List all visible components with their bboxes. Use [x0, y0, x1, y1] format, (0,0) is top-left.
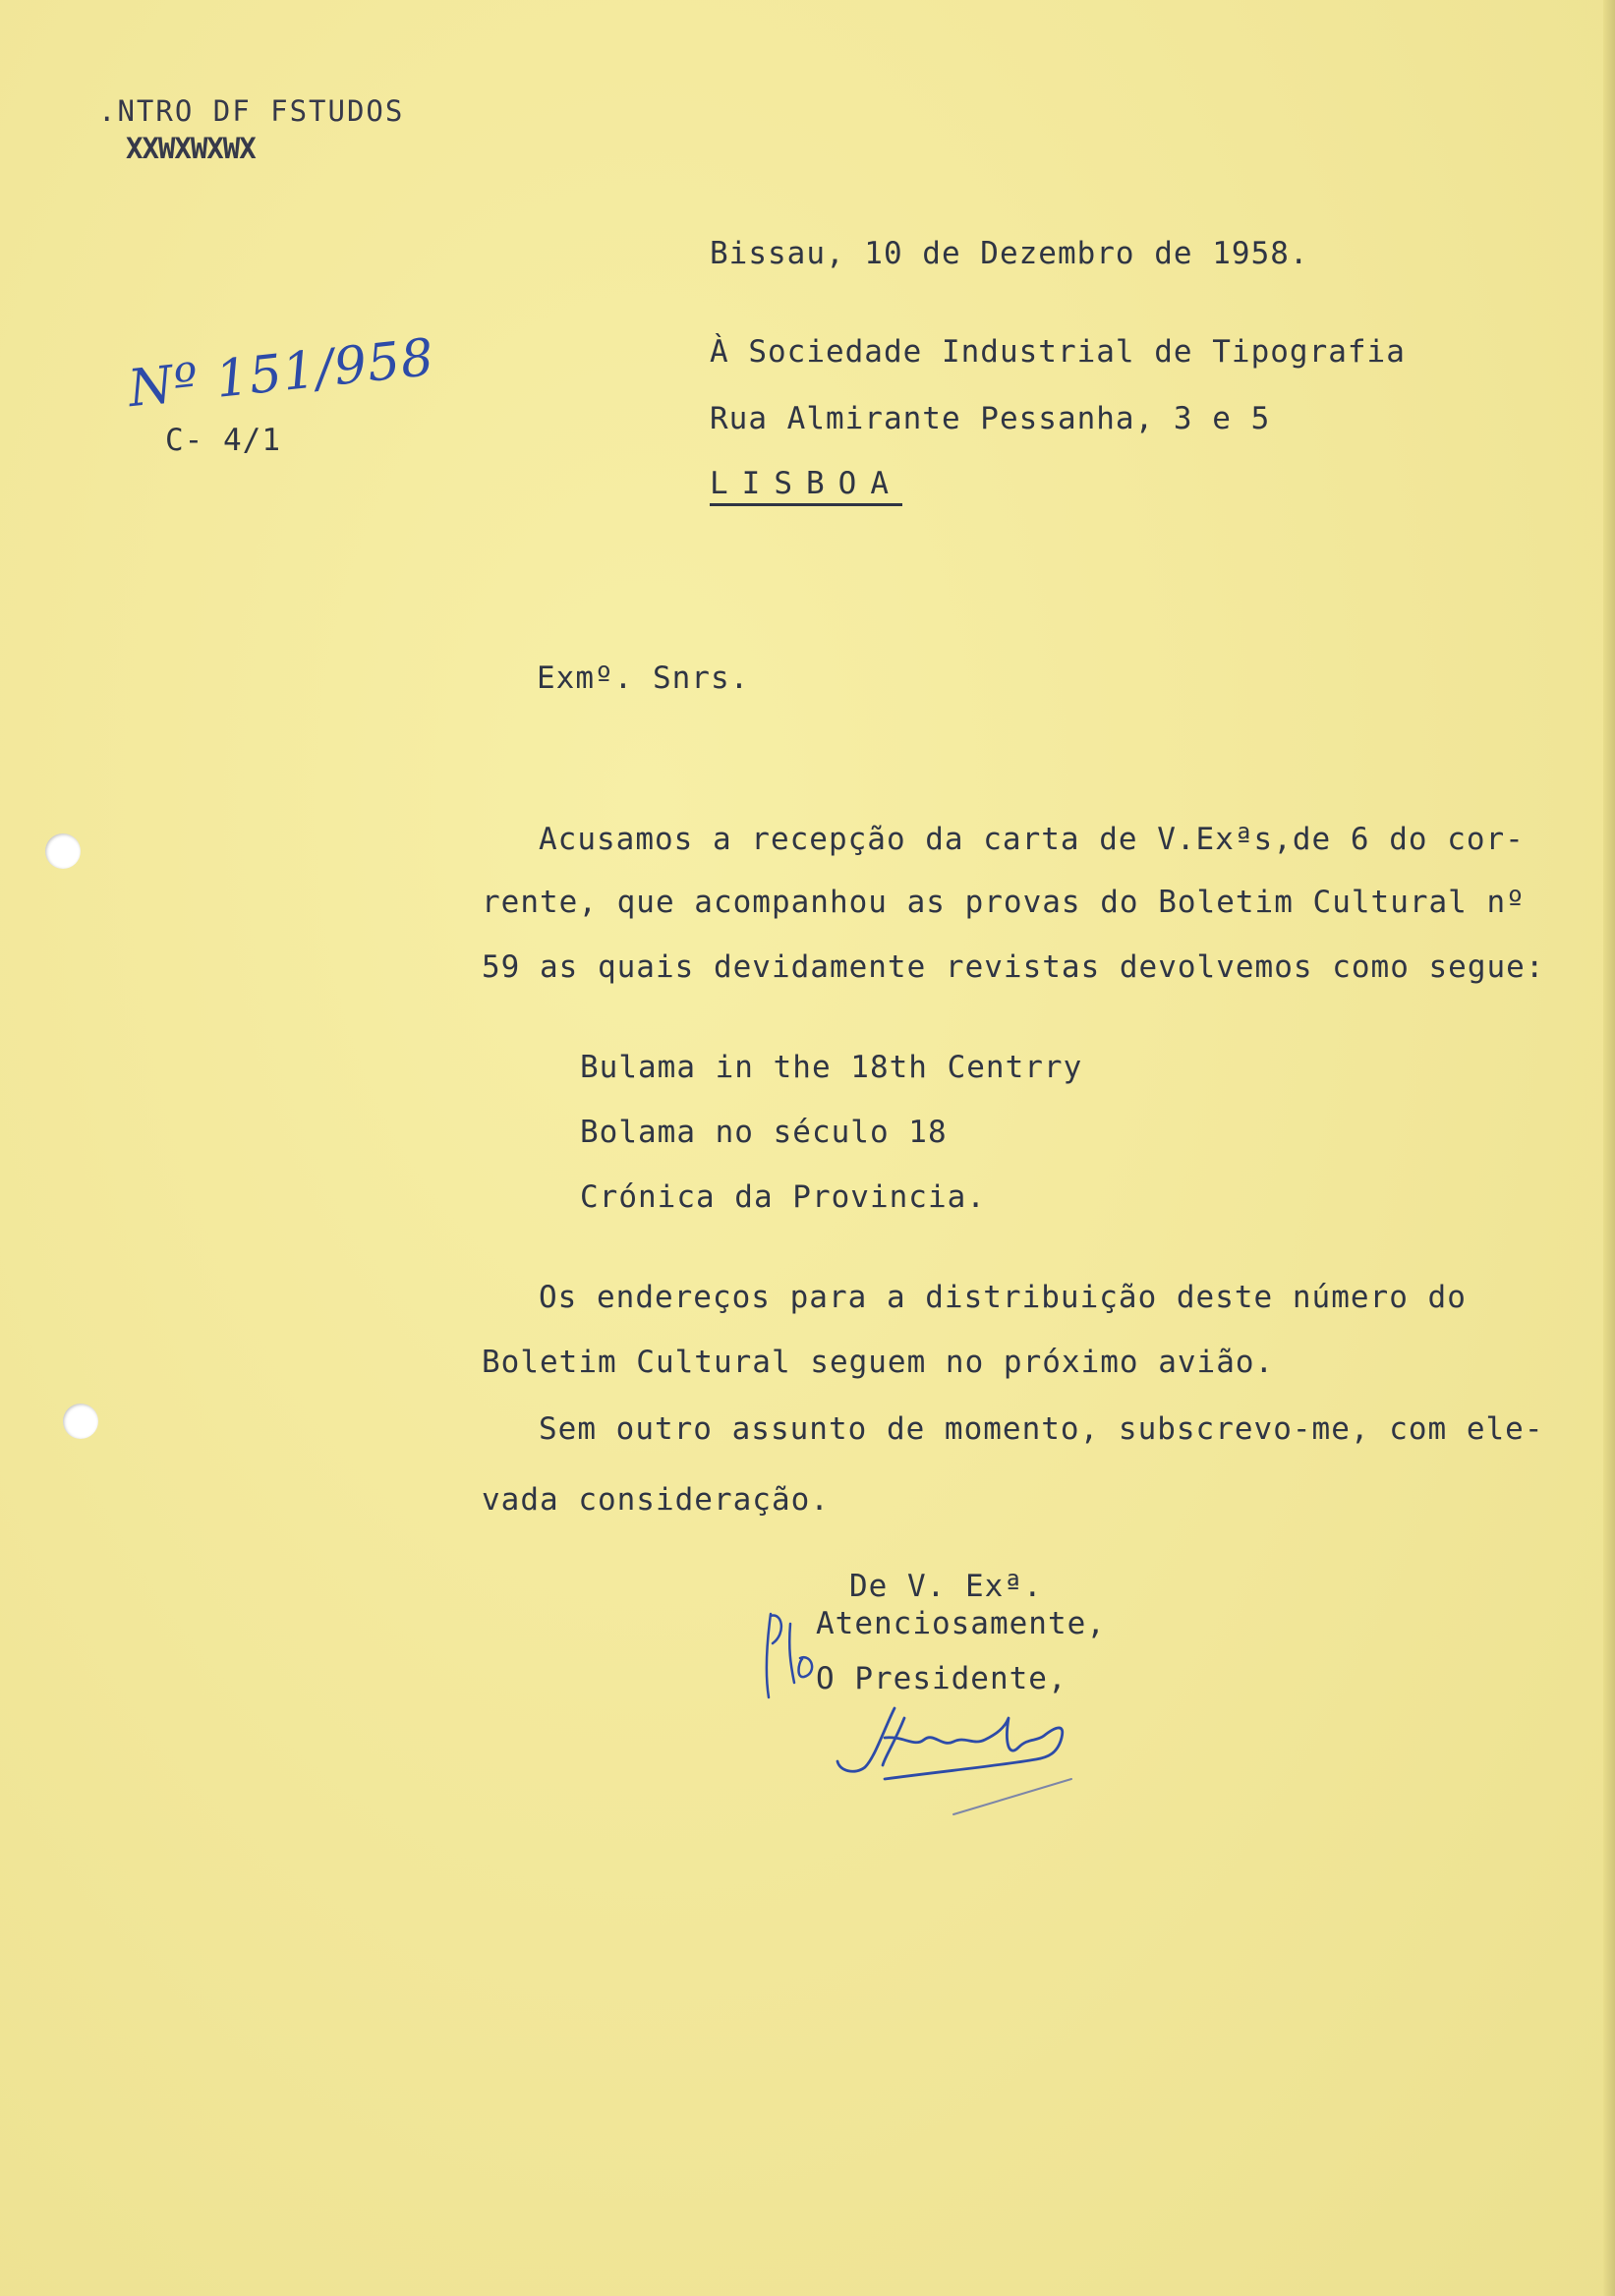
recipient-line-2: Rua Almirante Pessanha, 3 e 5	[710, 401, 1271, 436]
list-item-1: Bulama in the 18th Centrry	[580, 1050, 1083, 1085]
letterhead-line-2: XXWXWXWX	[126, 132, 256, 165]
closing-line-1: De V. Exª.	[849, 1569, 1043, 1604]
handwritten-per-procuration-mark	[757, 1604, 826, 1702]
list-item-2: Bolama no século 18	[580, 1115, 948, 1150]
closing-line-2: Atenciosamente,	[816, 1606, 1106, 1641]
salutation: Exmº. Snrs.	[537, 660, 750, 696]
punch-hole-bottom	[63, 1404, 98, 1439]
body-paragraph-1-line-3: 59 as quais devidamente revistas devolvemos como segue:	[482, 949, 1545, 985]
body-paragraph-2-line-1: Os endereços para a distribuição deste número do	[539, 1280, 1467, 1315]
paper-edge-shadow	[1603, 0, 1615, 2296]
body-paragraph-1-line-2: rente, que acompanhou as provas do Boletim Cultural nº	[482, 885, 1526, 920]
letterhead-line-1: .NTRO DF FSTUDOS	[98, 94, 405, 128]
body-paragraph-1-line-1: Acusamos a recepção da carta de V.Exªs,de 6 do cor-	[539, 822, 1525, 857]
handwritten-signature	[826, 1689, 1140, 1826]
closing-line-3: O Presidente,	[816, 1661, 1067, 1696]
handwritten-reference-number: Nº 151/958	[125, 327, 437, 420]
body-paragraph-3-line-1: Sem outro assunto de momento, subscrevo-me, com ele-	[539, 1411, 1544, 1447]
list-item-3: Crónica da Provincia.	[580, 1179, 986, 1215]
body-paragraph-3-line-2: vada consideração.	[482, 1482, 830, 1518]
body-paragraph-2-line-2: Boletim Cultural seguem no próximo avião.	[482, 1345, 1275, 1380]
date-line: Bissau, 10 de Dezembro de 1958.	[710, 236, 1309, 271]
recipient-line-1: À Sociedade Industrial de Tipografia	[710, 334, 1406, 370]
reference-code: C- 4/1	[165, 423, 281, 458]
recipient-city: LISBOA	[710, 466, 902, 506]
punch-hole-top	[45, 833, 81, 869]
